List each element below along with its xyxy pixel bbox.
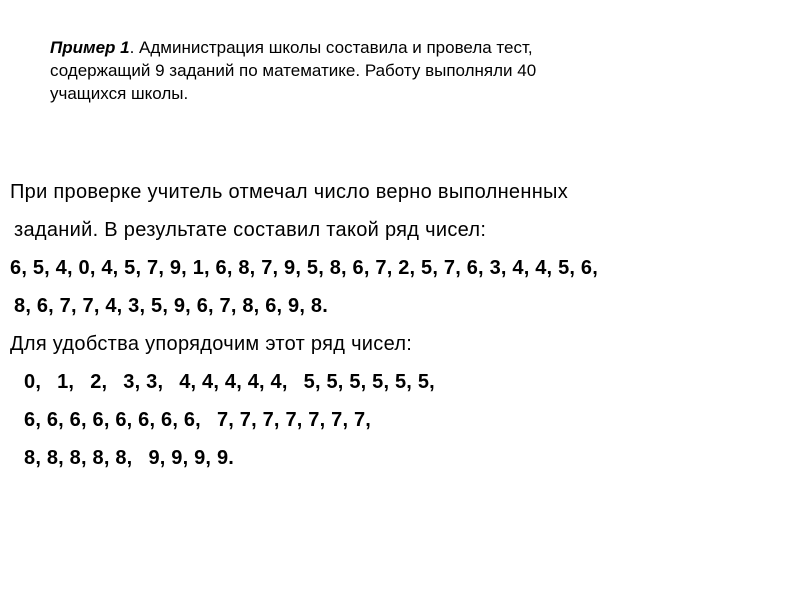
sorted-row-3 xyxy=(10,439,790,477)
intro-line-1 xyxy=(50,36,750,59)
sorted-group-9: 9, 9, 9, 9. xyxy=(148,447,235,469)
sorted-group-8: 8, 8, 8, 8, 8, xyxy=(24,447,133,469)
sorted-group-4: 4, 4, 4, 4, 4, xyxy=(179,371,288,393)
body-line-2: заданий. В результате составил такой ряд чисел: xyxy=(14,219,487,241)
sorted-group-0: 0, xyxy=(24,371,42,393)
solution-text xyxy=(10,173,790,477)
sort-intro: Для удобства упорядочим этот ряд чисел: xyxy=(10,333,413,355)
sorted-group-3: 3, 3, xyxy=(123,371,164,393)
intro-line-1-text: . Администрация школы составила и провела тест, xyxy=(129,38,533,57)
sorted-group-7: 7, 7, 7, 7, 7, 7, 7, xyxy=(216,409,372,431)
sorted-row-2 xyxy=(10,401,790,439)
sorted-row-1 xyxy=(10,363,790,401)
sorted-group-6: 6, 6, 6, 6, 6, 6, 6, 6, xyxy=(24,409,201,431)
sorted-group-5: 5, 5, 5, 5, 5, 5, xyxy=(303,371,435,393)
sorted-group-2: 2, xyxy=(90,371,108,393)
raw-numbers-row-2: 8, 6, 7, 7, 4, 3, 5, 9, 6, 7, 8, 6, 9, 8. xyxy=(14,295,328,317)
problem-statement xyxy=(50,36,750,105)
example-label: Пример 1 xyxy=(50,38,130,57)
intro-line-2: содержащий 9 заданий по математике. Работу выполняли 40 xyxy=(50,61,537,80)
body-line-1: При проверке учитель отмечал число верно выполненных xyxy=(10,181,569,203)
intro-line-3: учащихся школы. xyxy=(50,84,189,103)
raw-numbers-row-1: 6, 5, 4, 0, 4, 5, 7, 9, 1, 6, 8, 7, 9, 5, 8, 6, 7, 2, 5, 7, 6, 3, 4, 4, 5, 6, xyxy=(10,257,598,279)
sorted-group-1: 1, xyxy=(57,371,75,393)
